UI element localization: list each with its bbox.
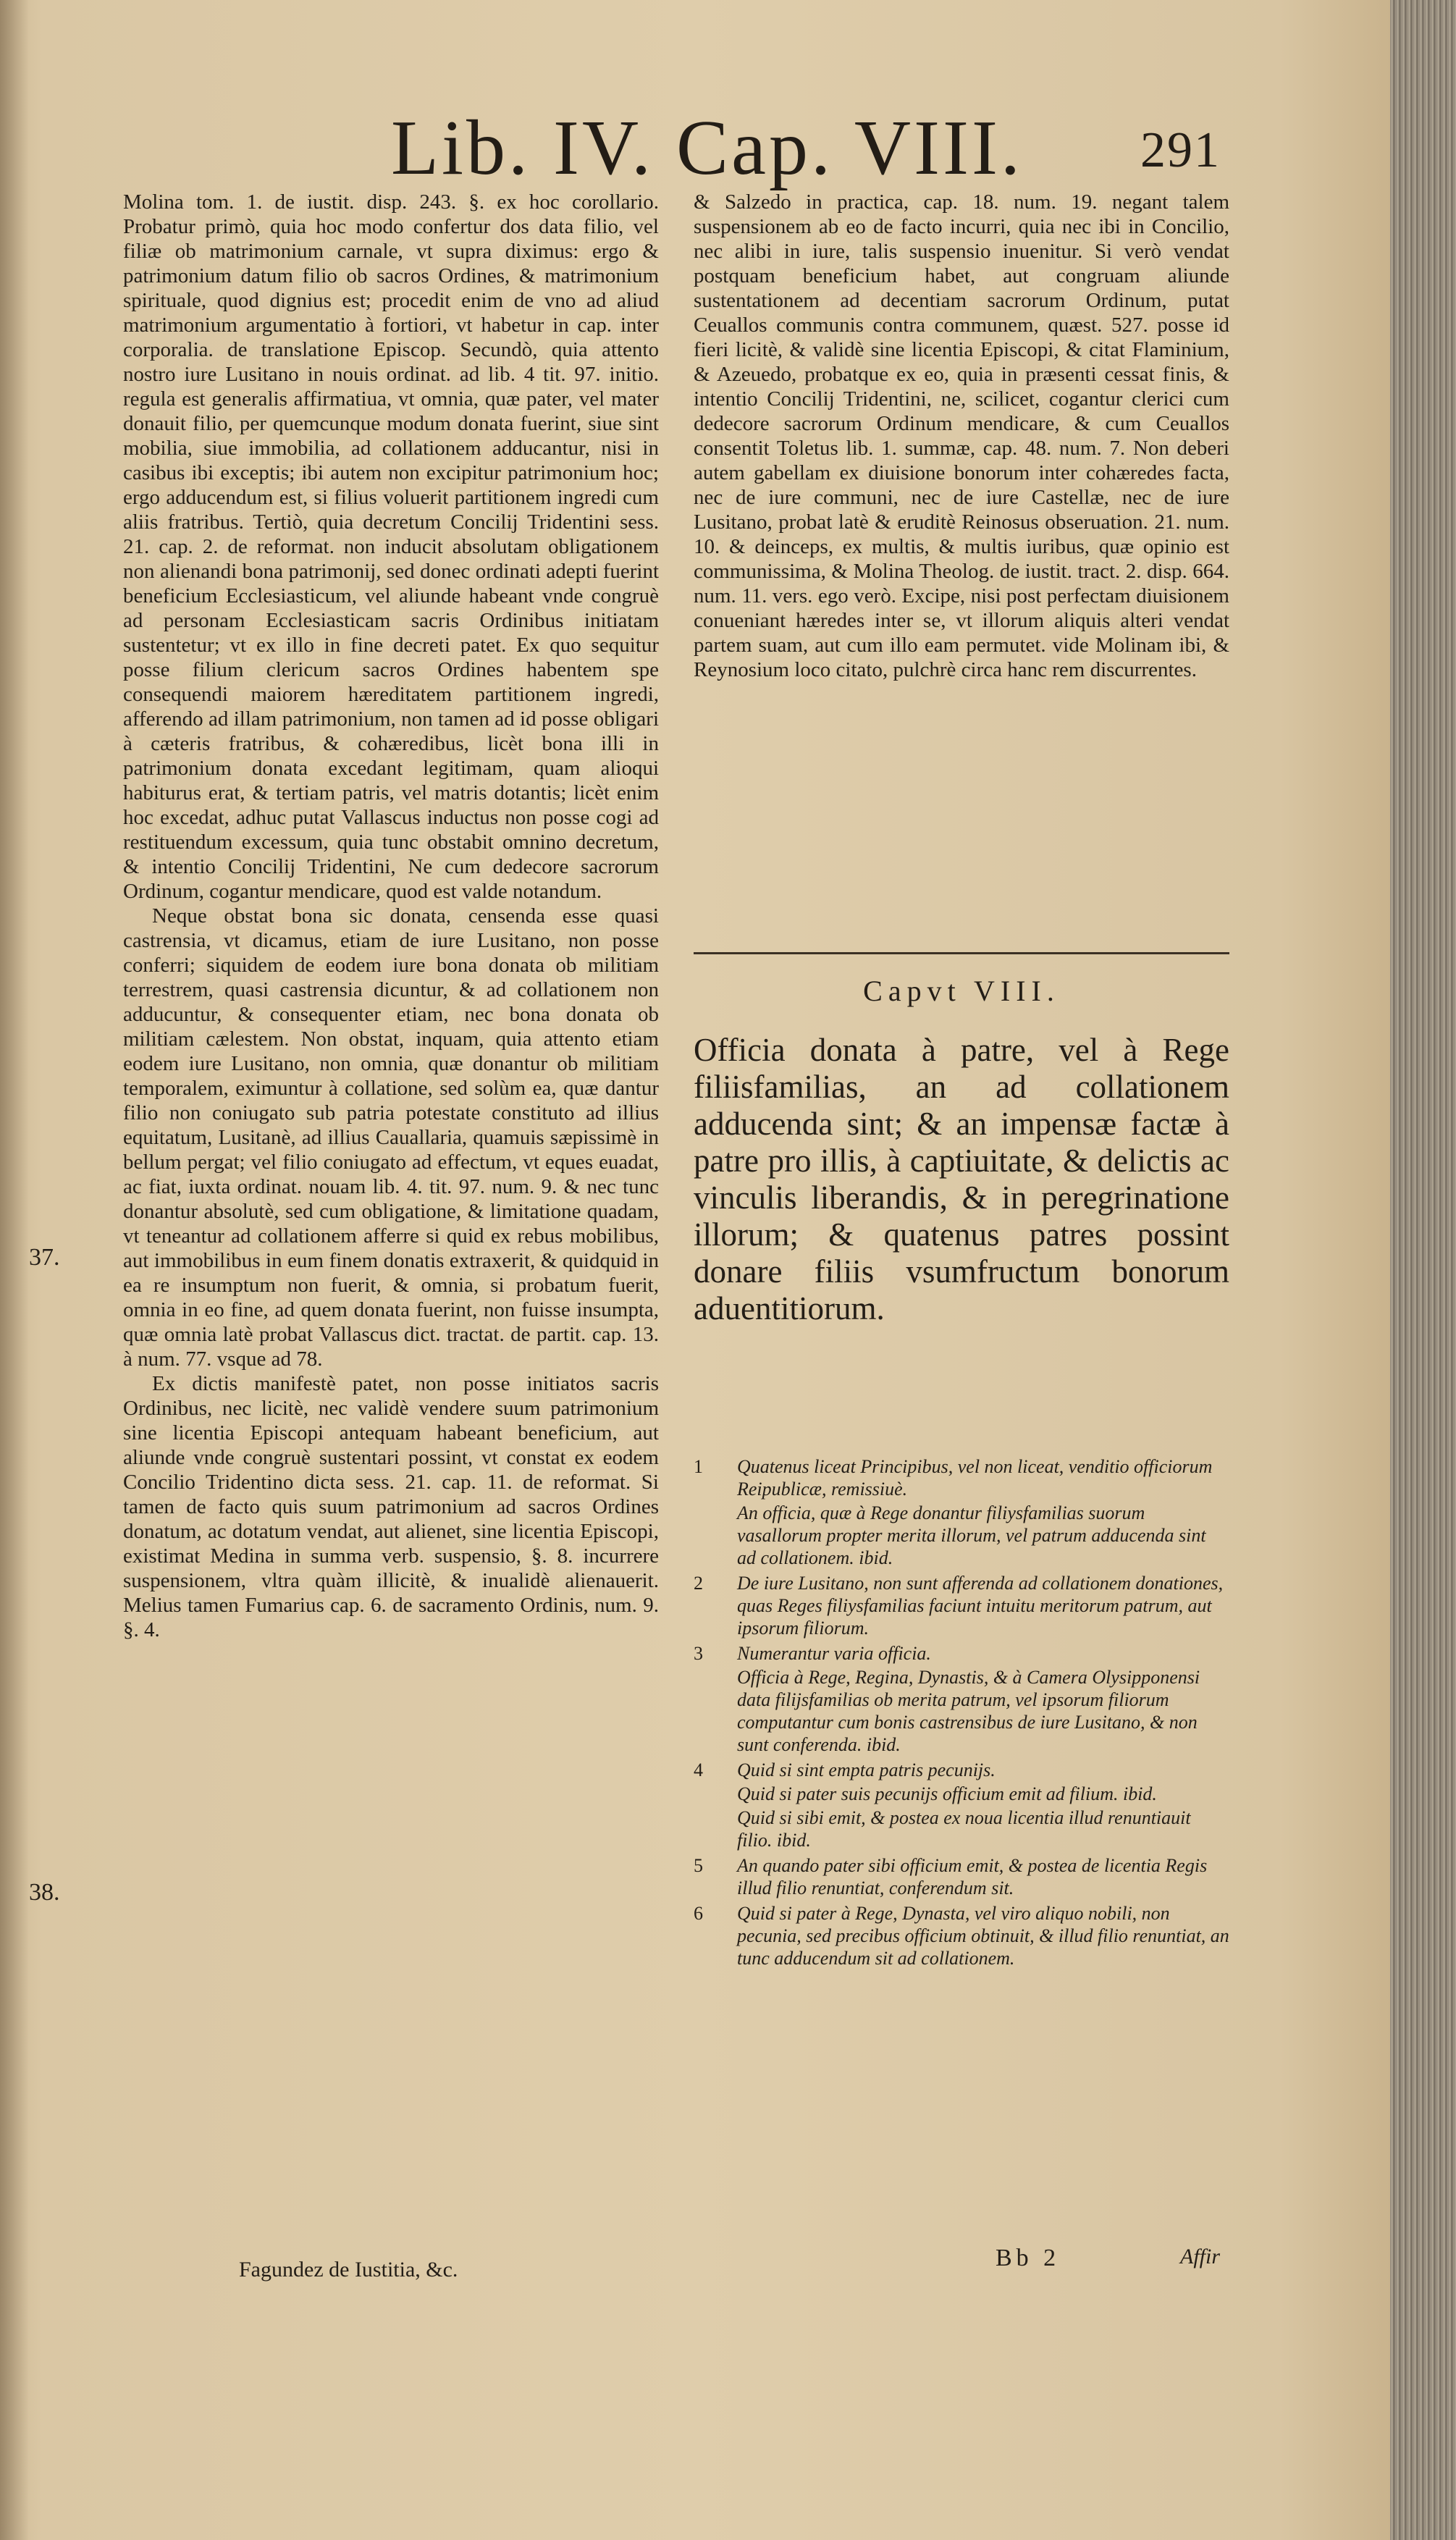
summary-number: 6 (694, 1903, 703, 1924)
summary-number: 4 (694, 1759, 703, 1780)
summary-list (694, 1455, 1229, 1972)
summary-number: 3 (694, 1643, 703, 1664)
summary-line: Officia à Rege, Regina, Dynastis, & à Camera Olysipponensi data filijsfamilias ob merita patrum, vel ipsorum filiorum computantur cum bonis castrensibus de iure Lusitano, & non sunt conferenda. ibid. (737, 1667, 1200, 1755)
right-column (694, 190, 1229, 682)
left-paragraph-1: Molina tom. 1. de iustit. disp. 243. §. ex hoc corollario. Probatur primò, quia hoc modo confertur dos data filio, vel filiæ ob matrimonium carnale, vt supra diximus: ergo & patrimonium datum filio ob sacros Ordines, & matrimonium spirituale, quod dignius est; procedit enim de vno ad aliud matrimonium argumentatio à fortiori, vt habetur in cap. inter corporalia. de translatione Episcop. Secundò, quia attento nostro iure Lusitano in nouis ordinat. ad lib. 4 tit. 97. initio. regula est generalis affirmatiua, vt omnia, quæ pater, vel mater donauit filio, per quemcunque modum donata fuerint, siue sint mobilia, siue immobilia, ad collationem adducantur, nisi in casibus ibi exceptis; ibi autem non excipitur patrimonium hoc; ergo adducendum est, si filius voluerit partitionem ingredi cum aliis fratribus. Tertiò, quia decretum Concilij Tridentini sess. 21. cap. 2. de reformat. non inducit absolutam obligationem non alienandi bona patrimonij, sed donec ordinati adepti fuerint beneficium Ecclesiasticum, vel aliunde habeant vnde congruè ad personam Ecclesiasticam sacris Ordinibus initiatam sustentetur; vt ex illo in fine decreti patet. Ex quo sequitur posse filium clericum sacros Ordines habentem spe consequendi maiorem hæreditatem partitionem ingredi, afferendo ad illam patrimonium, non tamen ad id posse obligari à cæteris fratribus, & cohæredibus, licèt bona illi in patrimonium donata excedant legitimam, quam alioqui habiturus erat, & tertiam patris, vel matris dotantis; licèt enim hoc excedat, adhuc putat Vallascus inductus non posse cogi ad restituendum excessum, quia tunc obstabit omnino decretum, & intentio Concilij Tridentini, Ne cum dedecore sacrorum Ordinum, cogantur mendicare, quod est valde notandum. (123, 190, 659, 903)
summary-item (694, 1759, 1229, 1851)
left-paragraph-38: Ex dictis manifestè patet, non posse initiatos sacris Ordinibus, nec licitè, nec validè vendere suum patrimonium sine licentia Episcopi antequam habeant beneficium, aut aliunde vnde congruè sustentari possint, vt constat ex eodem Concilio Tridentino dicta sess. 21. cap. 11. de reformat. Si tamen de facto quis suum patrimonium ad sacros Ordines donatum, ac dotatum vendat, aut alienet, sine licentia Episcopi, existimat Medina in summa verb. suspensio, §. 8. incurrere suspensionem, vltra quàm illicitè, & inualidè alienauerit. Melius tamen Fumarius cap. 6. de sacramento Ordinis, num. 9. §. 4. (123, 1372, 659, 1641)
summary-line: Quid si sibi emit, & postea ex noua licentia illud renuntiauit filio. ibid. (737, 1807, 1191, 1851)
summary-line: An officia, quæ à Rege donantur filiysfamilias suorum vasallorum propter merita illorum, vel patrum adducenda sint ad collationem. ibid. (737, 1502, 1206, 1568)
margin-number-37: 37. (29, 1244, 60, 1271)
summary-item (694, 1642, 1229, 1756)
left-paragraph-37: Neque obstat bona sic donata, censenda esse quasi castrensia, vt dicamus, etiam de iure Lusitano, non posse conferri; siquidem de eodem iure bona donata ob militiam terrestrem, quasi castrensia dicuntur, & ad collationem non adducuntur, & consequenter etiam, nec bona donata ob militiam cælestem. Non obstat, inquam, quia attento etiam eodem iure Lusitano, non omnia, quæ donantur ob militiam temporalem, eximuntur à collatione, sed solùm ea, quæ dantur filio non coniugato sub patria potestate constituto ad illius equitatum, Lusitanè, ad illius Cauallaria, quamuis sæpissimè in bellum pergat; vel filio coniugato ad effectum, vt eques euadat, ac fiat, iuxta ordinat. nouam lib. 4. tit. 97. num. 9. & nec tunc donantur absolutè, sed cum obligatione, & limitatione quadam, vt teneantur ad collationem afferre si quid ex rebus mobilibus, aut immobilibus in eum finem donatis extraxerit, & quidquid in ea re insumptum non fuerit, & omnia, si probatum fuerit, omnia in eo fine, ad quem donata fuerint, non fuisse insumpta, quæ omnia latè probat Vallascus dict. tractat. de partit. cap. 13. à num. 77. vsque ad 78. (123, 904, 659, 1371)
section-rule (694, 952, 1229, 954)
catchword: Affir (1180, 2245, 1221, 2268)
summary-number: 5 (694, 1855, 703, 1876)
summary-line: Numerantur varia officia. (737, 1643, 931, 1664)
page-edges (1390, 0, 1456, 2540)
summary-number: 1 (694, 1456, 703, 1477)
margin-number-38: 38. (29, 1879, 60, 1906)
right-paragraph-1: & Salzedo in practica, cap. 18. num. 19. negant talem suspensionem ab eo de facto incurri, quia nec ibi in Concilio, nec alibi in iure, talis suspensio inuenitur. Si verò vendat postquam beneficium habet, aut congruam aliunde sustentationem ad decentiam sacrorum Ordinum, putat Ceuallos communis contra communem, quæst. 527. posse id fieri licitè, & validè sine licentia Episcopi, & citat Flaminium, & Azeuedo, probatque ex eo, quia in præsenti cessat finis, & intentio Concilij Tridentini, ne, scilicet, cogantur clerici cum dedecore sacrorum Ordinum mendicare, & cum Ceuallos consentit Toletus lib. 1. summæ, cap. 48. num. 7. Non deberi autem gabellam ex diuisione bonorum inter cohæredes facta, nec de iure communi, nec de iure Castellæ, nec de iure Lusitano, probat latè & eruditè Reinosus obseruation. 21. num. 10. & deinceps, ex multis, & multis iuribus, quæ opinio est communissima, & Molina Theolog. de iustit. tract. 2. disp. 664. num. 11. vers. ego verò. Excipe, nisi post perfectam diuisionem conueniant hæredes inter se, vt illorum aliquis alteri vendat partem suam, aut cum illo eam permutet. vide Molinam ibi, & Reynosium loco citato, pulchrè circa hanc rem discurrentes. (694, 190, 1229, 681)
left-column (123, 190, 659, 1642)
page-header (0, 105, 1390, 191)
running-head: Lib. IV. Cap. VIII. (391, 105, 1023, 191)
summary-item (694, 1854, 1229, 1899)
summary-item (694, 1902, 1229, 1969)
spine-shadow (0, 0, 29, 2540)
summary-line: An quando pater sibi officium emit, & postea de licentia Regis illud filio renuntiat, conferendum sit. (737, 1855, 1208, 1898)
summary-number: 2 (694, 1573, 703, 1594)
summary-line: Quid si pater à Rege, Dynasta, vel viro aliquo nobili, non pecunia, sed precibus officium obtinuit, & illud filio renuntiat, an tunc adducendum sit ad collationem. (737, 1903, 1229, 1969)
summary-line: De iure Lusitano, non sunt afferenda ad collationem donationes, quas Reges filiysfamilias faciunt intuitu meritorum patrum, aut ipsorum filiorum. (737, 1573, 1224, 1639)
footer-catch-left: Fagundez de Iustitia, &c. (239, 2258, 458, 2282)
page-number: 291 (1140, 122, 1221, 178)
chapter-title: Capvt VIII. (863, 975, 1060, 1007)
summary-item (694, 1455, 1229, 1569)
summary-item (694, 1572, 1229, 1639)
summary-line: Quid si sint empta patris pecunijs. (737, 1759, 996, 1780)
signature-mark: Bb 2 (996, 2245, 1061, 2271)
summary-line: Quatenus liceat Principibus, vel non liceat, venditio officiorum Reipublicæ, remissiuè. (737, 1456, 1213, 1500)
summary-line: Quid si pater suis pecunijs officium emit ad filium. ibid. (737, 1783, 1157, 1804)
chapter-summary: Officia donata à patre, vel à Rege filiisfamilias, an ad collationem adducenda sint; & an impensæ factæ à patre pro illis, à captiuitate, & delictis ac vinculis liberandis, & in peregrinatione illorum; & quatenus patres possint donare filiis vsumfructum bonorum aduentitiorum. (694, 1032, 1229, 1326)
